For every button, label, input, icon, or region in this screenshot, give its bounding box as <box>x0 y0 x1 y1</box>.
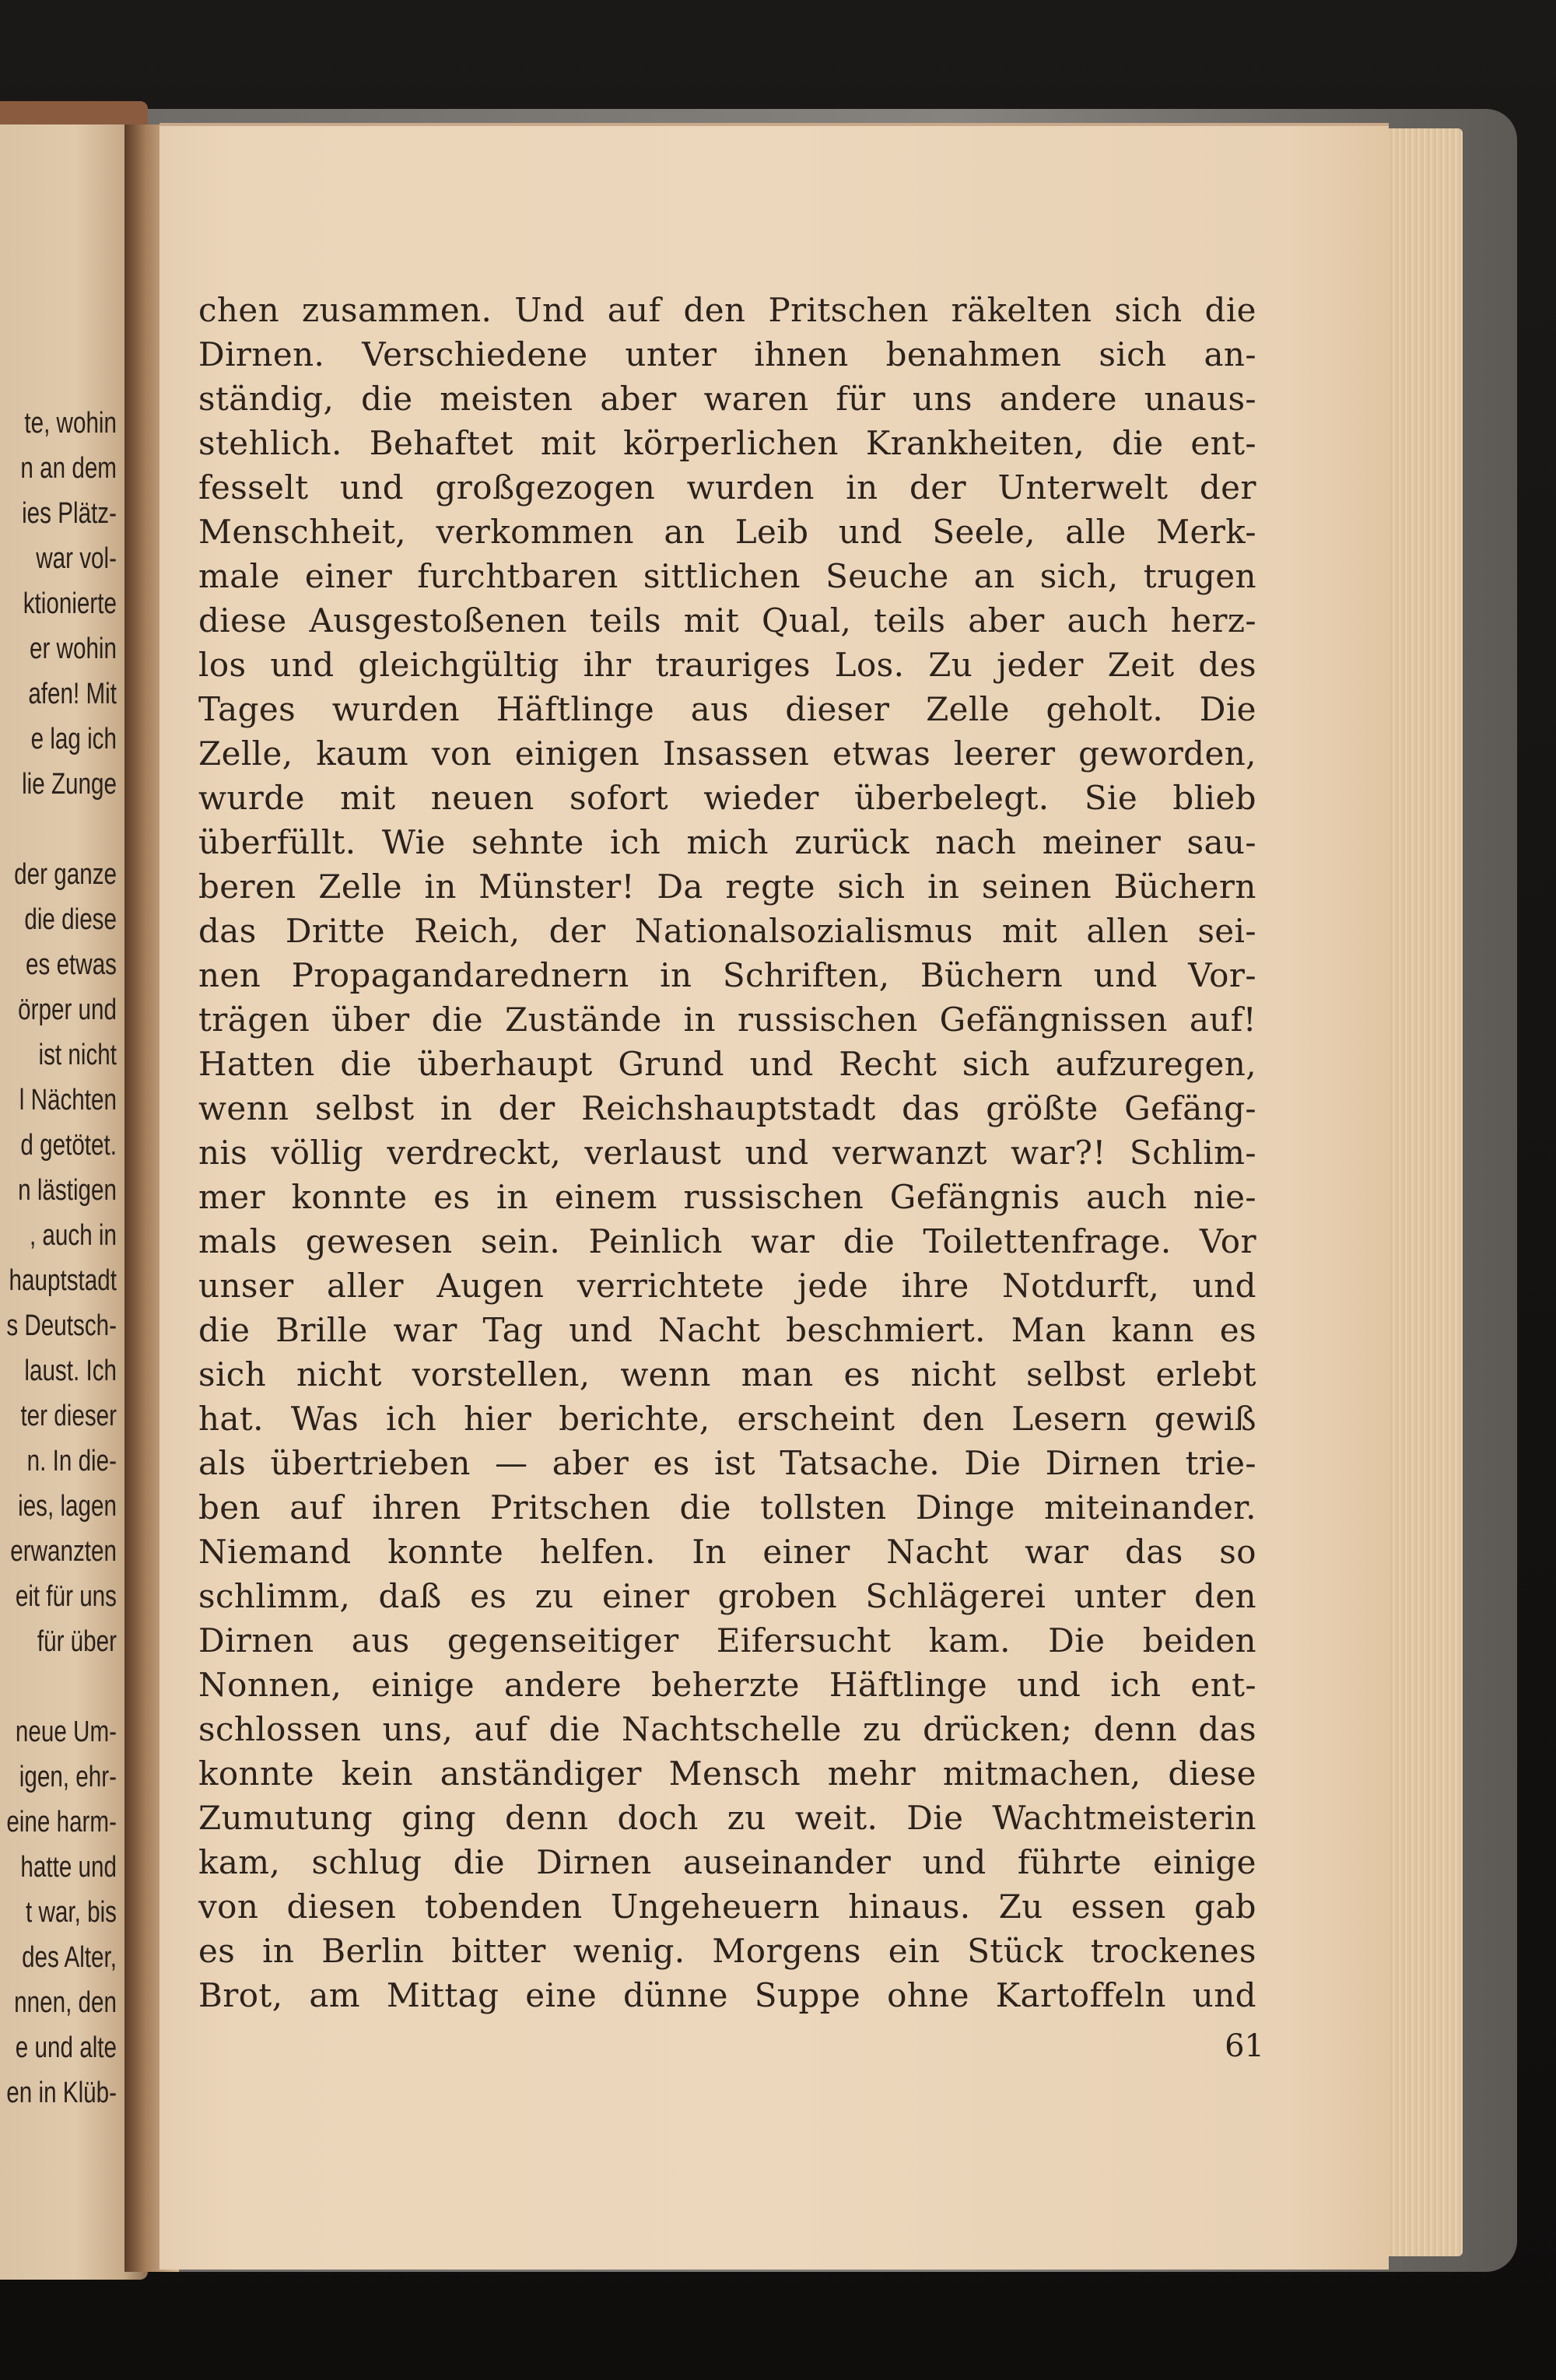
facing-page-line: s Deutsch- <box>6 1309 117 1342</box>
text-line: ben auf ihren Pritschen die tollsten Dinge miteinander. <box>198 1488 1256 1526</box>
facing-page-line: örper und <box>18 994 117 1026</box>
facing-page-line: nnen, den <box>14 1986 117 2019</box>
facing-page-line: e lag ich <box>30 723 117 755</box>
facing-page-line: laust. Ich <box>24 1355 117 1387</box>
facing-page-text <box>0 401 117 2115</box>
text-line: schlimm, daß es zu einer groben Schlägerei unter den <box>198 1577 1256 1615</box>
text-line: wurde mit neuen sofort wieder überbelegt. Sie blieb <box>198 779 1256 817</box>
facing-page-line: ies Plätz- <box>22 497 117 530</box>
facing-page-line: ktionierte <box>23 587 117 620</box>
text-line: diese Ausgestoßenen teils mit Qual, teils aber auch herz- <box>198 601 1256 640</box>
facing-page-line: er wohin <box>29 633 117 665</box>
text-line: unser aller Augen verrichtete jede ihre Notdurft, und <box>198 1267 1256 1305</box>
text-line: mals gewesen sein. Peinlich war die Toilettenfrage. Vor <box>198 1222 1256 1260</box>
facing-page-line: ter dieser <box>20 1400 117 1432</box>
facing-page-line: des Alter, <box>22 1941 117 1974</box>
page-body-text <box>198 288 1256 2017</box>
text-line: nis völlig verdreckt, verlaust und verwanzt war?! Schlim- <box>198 1134 1256 1172</box>
facing-page-line: igen, ehr- <box>19 1761 117 1793</box>
text-line: Dirnen aus gegenseitiger Eifersucht kam. Die beiden <box>198 1621 1256 1660</box>
text-line: als übertrieben — aber es ist Tatsache. Die Dirnen trie- <box>198 1444 1256 1482</box>
book-page <box>159 123 1389 2270</box>
facing-page-line: war vol- <box>36 542 117 575</box>
text-line: es in Berlin bitter wenig. Morgens ein Stück trockenes <box>198 1932 1256 1970</box>
facing-page-line <box>0 1664 117 1709</box>
text-line: trägen über die Zustände in russischen Gefängnissen auf! <box>198 1001 1256 1039</box>
facing-page-line: n. In die- <box>26 1445 117 1477</box>
text-line: nen Propagandarednern in Schriften, Büchern und Vor- <box>198 956 1256 994</box>
facing-page-line: erwanzten <box>10 1535 117 1568</box>
facing-page-line: te, wohin <box>24 407 117 440</box>
facing-page-line: es etwas <box>26 948 117 981</box>
text-line: schlossen uns, auf die Nachtschelle zu drücken; denn das <box>198 1710 1256 1748</box>
facing-page-line: der ganze <box>14 858 117 891</box>
facing-page-line: die diese <box>24 903 117 936</box>
text-line: Niemand konnte helfen. In einer Nacht war das so <box>198 1533 1256 1571</box>
facing-page-line: en in Klüb- <box>6 2077 117 2109</box>
text-line: Tages wurden Häftlinge aus dieser Zelle geholt. Die <box>198 690 1256 728</box>
facing-page-line: t war, bis <box>26 1896 117 1929</box>
text-line: Menschheit, verkommen an Leib und Seele, alle Merk- <box>198 513 1256 551</box>
text-line: kam, schlug die Dirnen auseinander und führte einige <box>198 1843 1256 1881</box>
text-line: los und gleichgültig ihr trauriges Los. Zu jeder Zeit des <box>198 646 1256 684</box>
facing-page-line: neue Um- <box>15 1716 117 1748</box>
facing-page-line <box>0 807 117 852</box>
text-line: beren Zelle in Münster! Da regte sich in seinen Büchern <box>198 868 1256 906</box>
page-number: 61 <box>1225 2028 1264 2064</box>
text-line: die Brille war Tag und Nacht beschmiert. Man kann es <box>198 1311 1256 1349</box>
text-line: stehlich. Behaftet mit körperlichen Krankheiten, die ent- <box>198 424 1256 462</box>
text-line: von diesen tobenden Ungeheuern hinaus. Zu essen gab <box>198 1888 1256 1926</box>
text-line: überfüllt. Wie sehnte ich mich zurück nach meiner sau- <box>198 823 1256 861</box>
page-edges <box>1377 128 1463 2256</box>
text-line: Hatten die überhaupt Grund und Recht sich aufzuregen, <box>198 1045 1256 1083</box>
text-line: konnte kein anständiger Mensch mehr mitmachen, diese <box>198 1754 1256 1793</box>
facing-page-line: eit für uns <box>15 1580 117 1613</box>
text-line: hat. Was ich hier berichte, erscheint den Lesern gewiß <box>198 1400 1256 1438</box>
text-line: chen zusammen. Und auf den Pritschen räkelten sich die <box>198 291 1256 329</box>
facing-page-line: e und alte <box>15 2031 117 2064</box>
text-line: wenn selbst in der Reichshauptstadt das größte Gefäng- <box>198 1089 1256 1127</box>
text-line: sich nicht vorstellen, wenn man es nicht selbst erlebt <box>198 1355 1256 1393</box>
text-line: Nonnen, einige andere beherzte Häftlinge und ich ent- <box>198 1666 1256 1704</box>
facing-page-line: afen! Mit <box>28 678 117 710</box>
facing-page-line: eine harm- <box>6 1806 117 1838</box>
text-line: Zelle, kaum von einigen Insassen etwas leerer geworden, <box>198 734 1256 773</box>
facing-page-line: lie Zunge <box>22 768 117 801</box>
text-line: fesselt und großgezogen wurden in der Unterwelt der <box>198 468 1256 506</box>
facing-page-line: d getötet. <box>20 1129 117 1162</box>
facing-page-line: ies, lagen <box>18 1490 117 1523</box>
facing-page-line: hatte und <box>20 1851 117 1884</box>
text-line: mer konnte es in einem russischen Gefängnis auch nie- <box>198 1178 1256 1216</box>
facing-page-line: , auch in <box>29 1219 117 1252</box>
text-line: ständig, die meisten aber waren für uns andere unaus- <box>198 380 1256 418</box>
facing-page-line: ist nicht <box>38 1039 117 1071</box>
text-line: male einer furchtbaren sittlichen Seuche an sich, trugen <box>198 557 1256 595</box>
facing-page-line: n lästigen <box>18 1174 117 1207</box>
facing-page-line: l Nächten <box>19 1084 117 1116</box>
text-line: Zumutung ging denn doch zu weit. Die Wachtmeisterin <box>198 1799 1256 1837</box>
facing-page-line: für über <box>37 1625 117 1658</box>
text-line: das Dritte Reich, der Nationalsozialismus mit allen sei- <box>198 912 1256 950</box>
facing-page-line: n an dem <box>20 452 117 485</box>
text-line: Brot, am Mittag eine dünne Suppe ohne Kartoffeln und <box>198 1976 1256 2014</box>
facing-page-line: hauptstadt <box>9 1264 117 1297</box>
text-line: Dirnen. Verschiedene unter ihnen benahmen sich an- <box>198 335 1256 373</box>
